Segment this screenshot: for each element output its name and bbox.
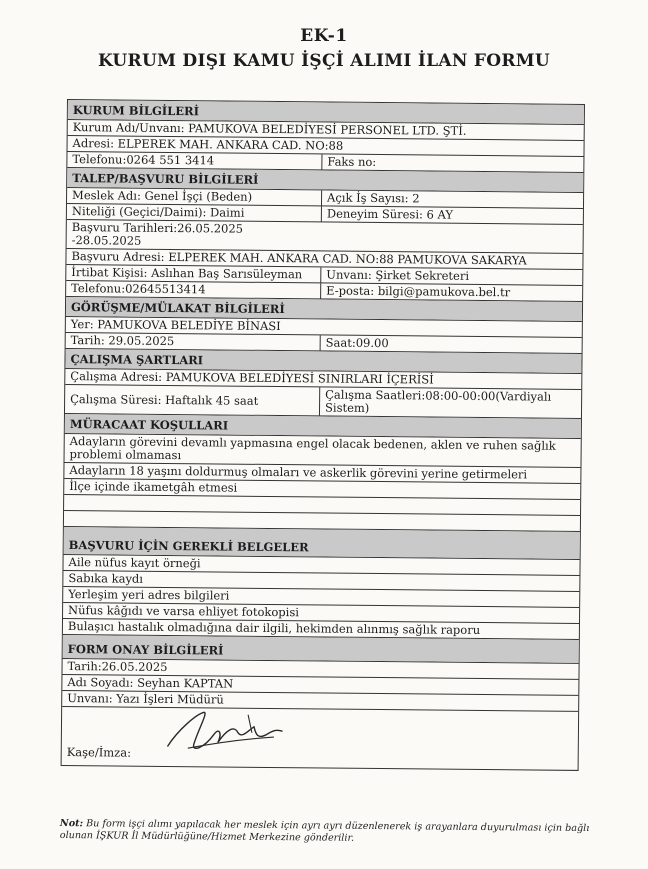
annex-label: EK-1 — [300, 26, 348, 46]
experience-duration: Deneyim Süresi: 6 AY — [326, 206, 454, 222]
institution-fax: Faks no: — [327, 154, 377, 169]
contact-title: Unvanı: Şirket Sekreteri — [326, 267, 470, 283]
work-hours: Çalışma Saatleri:08:00-00:00(Vardiyalı Sistem) — [324, 387, 552, 415]
application-dates-line2: -28.05.2025 — [71, 233, 142, 248]
section-title: MÜRACAAT KOŞULLARI — [65, 414, 581, 438]
work-address: Çalışma Adresi: PAMUKOVA BELEDİYESİ SINIRLARI İÇERİSİ — [70, 369, 434, 387]
interview-place: Yer: PAMUKOVA BELEDİYE BİNASI — [70, 317, 281, 334]
footnote-label: Not: — [59, 818, 84, 830]
document-item: Nüfus kâğıdı ve varsa ehliyet fotokopisi — [68, 603, 300, 620]
section-title: FORM ONAY BİLGİLERİ — [63, 635, 579, 663]
contact-phone: Telefonu:02645513414 — [66, 281, 321, 298]
footnote-text: Bu form işçi alımı yapılacak her meslek için ayrı ayrı düzenlenerek iş arayanlara duyurulması için bağlı olunan İŞKUR İl Müdürlüğüne/Hizmet Merkezine gönderilir. — [59, 818, 590, 844]
document-item: Yerleşim yeri adres bilgileri — [68, 587, 230, 603]
empty-cell — [322, 222, 583, 253]
requirement-item: Adayların 18 yaşını doldurmuş olmaları ve askerlik görevini yerine getirmeleri — [69, 463, 528, 482]
application-dates — [67, 220, 322, 250]
position-type: Niteliği (Geçici/Daimi): Daimi — [67, 204, 322, 221]
section-title: BAŞVURU İÇİN GEREKLİ BELGELER — [64, 527, 580, 559]
row-kase-imza — [62, 707, 579, 770]
announcement-form-table — [61, 99, 585, 771]
work-duration: Çalışma Süresi: Haftalık 45 saat — [65, 385, 320, 415]
section-title: KURUM BİLGİLERİ — [68, 100, 584, 124]
application-address: Başvuru Adresi: ELPEREK MAH. ANKARA CAD. NO:88 PAMUKOVA SAKARYA — [71, 249, 527, 268]
document-item: Bulaşıcı hastalık olmadığına dair ilgili, hekimden alınmış sağlık raporu — [67, 619, 481, 637]
requirement-item: İlçe içinde ikametgâh etmesi — [69, 479, 238, 495]
requirement-item: Adayların görevini devamlı yapmasına engel olacak bedenen, aklen ve ruhen sağlık problemi olmaması — [69, 434, 556, 463]
handwritten-signature — [148, 708, 288, 759]
occupation: Meslek Adı: Genel İşçi (Beden) — [67, 188, 322, 205]
section-title: TALEP/BAŞVURU BİLGİLERİ — [67, 168, 583, 192]
approver-title: Unvanı: Yazı İşleri Müdürü — [67, 691, 224, 707]
document-item: Sabıka kaydı — [68, 571, 144, 586]
contact-email: E-posta: bilgi@pamukova.bel.tr — [326, 283, 511, 300]
institution-address: Adresi: ELPEREK MAH. ANKARA CAD. NO:88 — [72, 136, 344, 153]
document-item: Aile nüfus kayıt örneği — [68, 555, 201, 571]
approver-name: Adı Soyadı: Seyhan KAPTAN — [67, 675, 234, 691]
stamp-signature-label: Kaşe/İmza: — [66, 745, 132, 760]
footnote — [60, 818, 600, 847]
contact-person: İrtibat Kişisi: Aslıhan Baş Sarısüleyman — [66, 265, 321, 282]
application-dates-line1: Başvuru Tarihleri:26.05.2025 — [71, 220, 244, 236]
interview-time: Saat:09.00 — [325, 335, 389, 351]
open-positions: Açık İş Sayısı: 2 — [326, 190, 420, 206]
section-title: ÇALIŞMA ŞARTLARI — [65, 349, 581, 373]
institution-phone: Telefonu:0264 551 3414 — [67, 152, 322, 169]
section-title: GÖRÜŞME/MÜLAKAT BİLGİLERİ — [66, 297, 582, 321]
institution-name: Kurum Adı/Unvanı: PAMUKOVA BELEDİYESİ PERSONEL LTD. ŞTİ. — [72, 120, 467, 138]
approval-date: Tarih:26.05.2025 — [67, 659, 168, 674]
form-title: KURUM DIŞI KAMU İŞÇİ ALIMI İLAN FORMU — [97, 51, 551, 71]
interview-date: Tarih: 29.05.2025 — [66, 333, 321, 350]
